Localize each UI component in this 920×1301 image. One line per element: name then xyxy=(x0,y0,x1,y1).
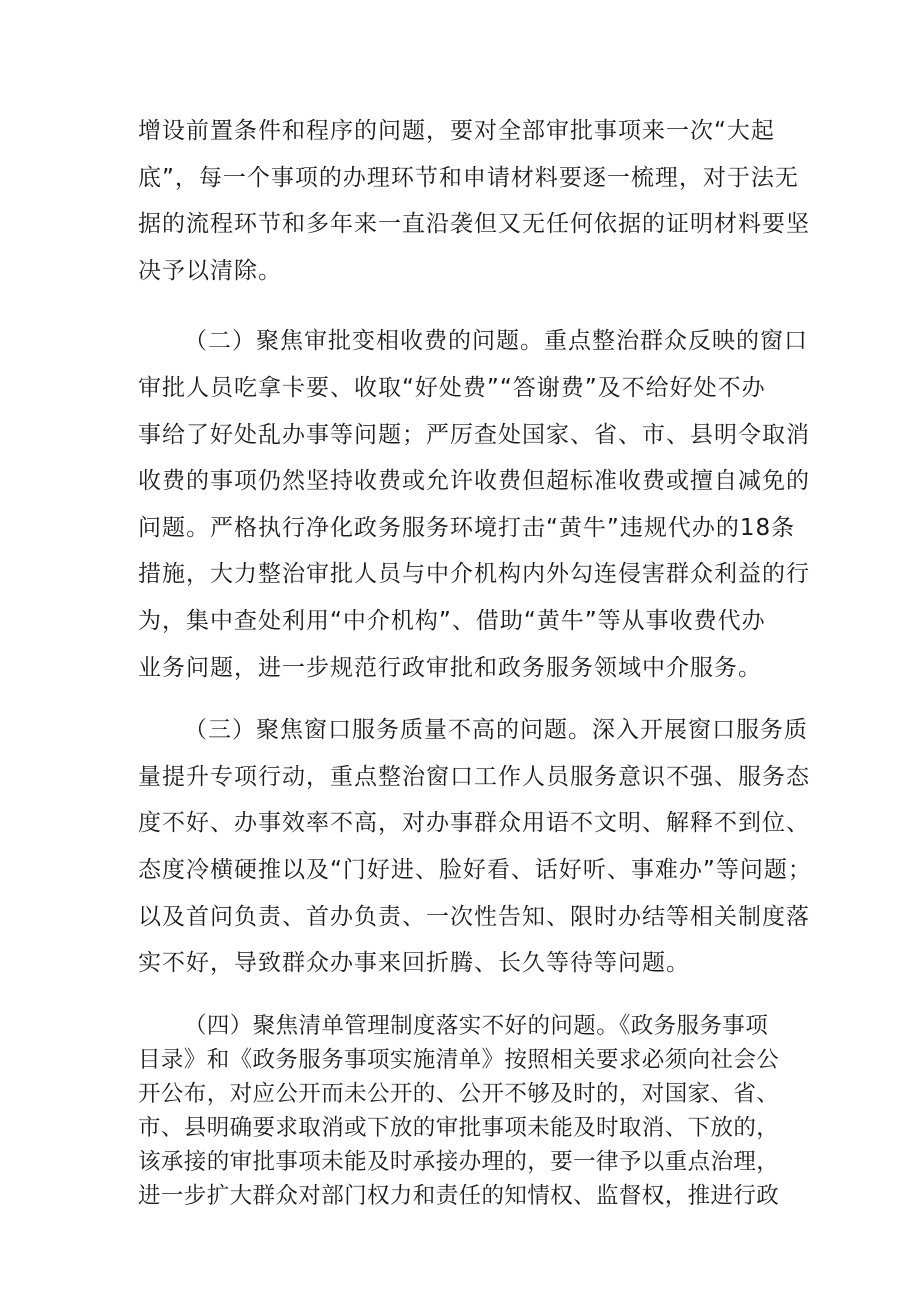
paragraph-continued xyxy=(138,108,810,294)
text-line: 该承接的审批事项未能及时承接办理的，要一律予以重点治理， xyxy=(138,1148,780,1175)
paragraph-section-3 xyxy=(138,707,812,987)
text-line: 进一步扩大群众对部门权力和责任的知情权、监督权，推进行政 xyxy=(138,1182,780,1209)
document-page xyxy=(138,108,812,1213)
text-line: 量提升专项行动，重点整治窗口工作人员服务意识不强、服务态 xyxy=(138,763,810,790)
text-line: 业务问题，进一步规范行政审批和政务服务领域中介服务。 xyxy=(138,654,762,681)
text-line: 为，集中查处利用“中介机构”、借助“黄牛”等从事收费代办 xyxy=(138,607,766,634)
text-line: 决予以清除。 xyxy=(138,257,282,284)
text-line: （二）聚焦审批变相收费的问题。重点整治群众反映的窗口 xyxy=(184,328,808,355)
text-line: 底”，每一个事项的办理环节和申请材料要逐一梳理，对于法无 xyxy=(138,164,799,191)
paragraph-section-2 xyxy=(138,318,810,691)
text-line: 度不好、办事效率不高，对办事群众用语不文明、解释不到位、 xyxy=(138,810,810,837)
text-line: 实不好，导致群众办事来回折腾、长久等待等问题。 xyxy=(138,950,690,977)
text-line: 态度冷横硬推以及“门好进、脸好看、话好听、事难办”等问题； xyxy=(138,856,812,883)
text-line: 开公布，对应公开而未公开的、公开不够及时的，对国家、省、 xyxy=(138,1080,780,1107)
text-line: 事给了好处乱办事等问题；严厉查处国家、省、市、县明令取消 xyxy=(138,421,810,448)
text-line: 据的流程环节和多年来一直沿袭但又无任何依据的证明材料要坚 xyxy=(138,211,810,238)
text-line: （三）聚焦窗口服务质量不高的问题。深入开展窗口服务质 xyxy=(184,717,808,744)
text-line: 审批人员吃拿卡要、收取“好处费”“答谢费”及不给好处不办 xyxy=(138,374,766,401)
text-line: 收费的事项仍然坚持收费或允许收费但超标准收费或擅自减免的 xyxy=(138,468,810,495)
text-line: 市、县明确要求取消或下放的审批事项未能及时取消、下放的， xyxy=(138,1114,780,1141)
text-line: 目录》和《政务服务事项实施清单》按照相关要求必须向社会公 xyxy=(138,1046,780,1073)
paragraph-section-4 xyxy=(138,1009,796,1213)
text-line: （四）聚焦清单管理制度落实不好的问题。《政务服务事项 xyxy=(184,1012,769,1039)
text-line: 以及首问负责、首办负责、一次性告知、限时办结等相关制度落 xyxy=(138,903,810,930)
text-line: 措施，大力整治审批人员与中介机构内外勾连侵害群众利益的行 xyxy=(138,561,810,588)
text-line: 问题。严格执行净化政务服务环境打击“黄牛”违规代办的18条 xyxy=(138,514,796,541)
text-line: 增设前置条件和程序的问题，要对全部审批事项来一次“大起 xyxy=(138,118,775,144)
